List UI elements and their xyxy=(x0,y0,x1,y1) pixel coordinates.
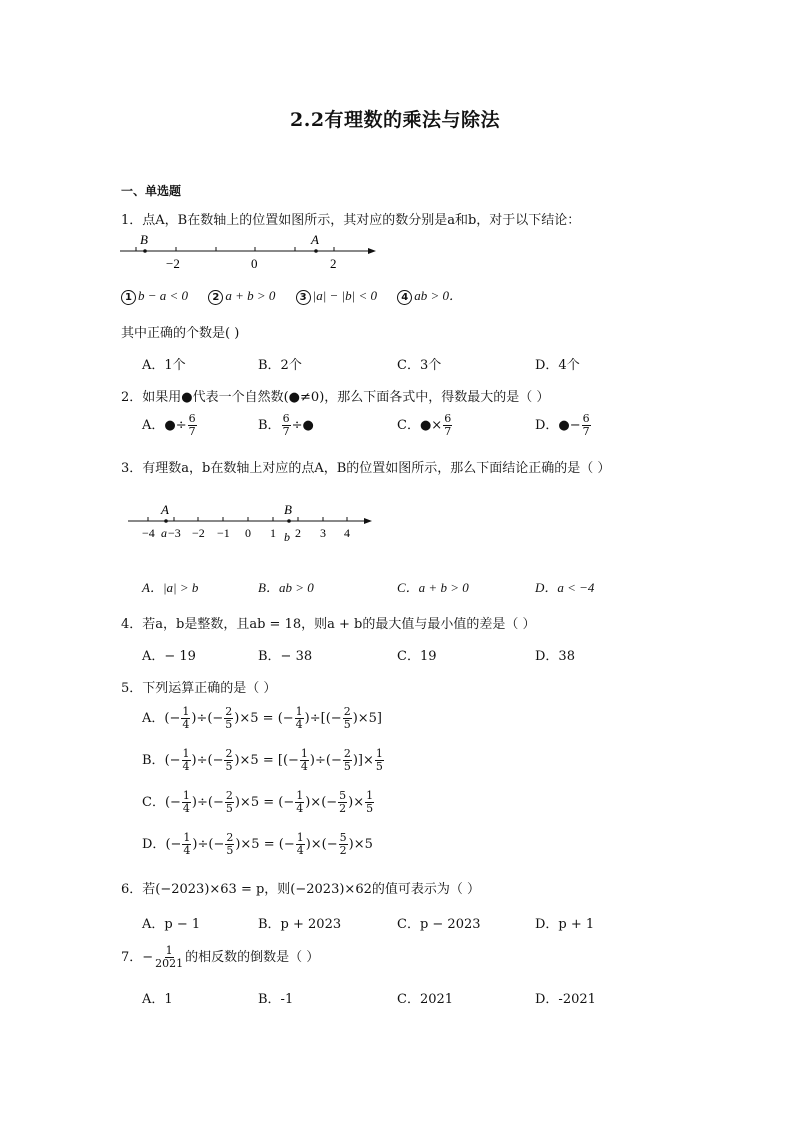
q5-c-label: C． xyxy=(142,795,165,810)
q4-option-c[interactable]: C．19 xyxy=(397,649,437,664)
q3-tick-m3: −3 xyxy=(168,526,181,540)
conclusion-1: b − a < 0 xyxy=(138,288,189,303)
q3-label-A: A xyxy=(161,502,169,517)
fraction xyxy=(375,748,384,773)
q6-option-c[interactable]: C．p − 2023 xyxy=(397,917,481,932)
q3-tick-1: 1 xyxy=(270,526,276,540)
q2-stem: 2．如果用●代表一个自然数(●≠0)，那么下面各式中，得数最大的是（ ） xyxy=(121,390,550,405)
expr: (− xyxy=(277,711,294,726)
expr: )×5] xyxy=(352,711,382,726)
numerator: 6 xyxy=(444,412,452,425)
fraction xyxy=(224,748,233,773)
q5-option-a[interactable] xyxy=(142,706,382,731)
fraction xyxy=(182,832,191,857)
denominator: 4 xyxy=(300,760,308,773)
fraction xyxy=(225,832,234,857)
q7-fraction xyxy=(154,945,184,970)
numerator: 2 xyxy=(225,789,233,802)
q7-option-a[interactable]: A．1 xyxy=(142,992,173,1007)
fraction xyxy=(339,832,348,857)
q2-b-suffix: ÷● xyxy=(291,418,314,433)
fraction xyxy=(296,832,305,857)
q2-b-fraction xyxy=(282,413,291,438)
expr: )×5 = xyxy=(234,753,278,768)
page-title: 2.2有理数的乘法与除法 xyxy=(290,109,501,131)
fraction xyxy=(182,790,191,815)
q3-stem: 3．有理数a，b在数轴上对应的点A，B的位置如图所示，那么下面结论正确的是（ ） xyxy=(121,461,611,476)
q7-option-c[interactable]: C．2021 xyxy=(397,992,454,1007)
conclusion-3: |a| − |b| < 0 xyxy=(312,288,377,303)
q6-option-d[interactable]: D．p + 1 xyxy=(535,917,595,932)
q2-d-fraction xyxy=(582,413,591,438)
numerator: 2 xyxy=(225,747,233,760)
q1-tick-m2: −2 xyxy=(166,256,180,271)
q2-option-b[interactable] xyxy=(258,413,314,438)
expr: )×5 = xyxy=(235,837,279,852)
q3-point-b xyxy=(287,519,291,523)
fraction xyxy=(182,748,191,773)
expr: )×5 = xyxy=(234,795,279,810)
q3-point-a xyxy=(164,519,168,523)
expr: (− xyxy=(278,837,295,852)
fraction xyxy=(225,790,234,815)
q3-label-a: a xyxy=(161,526,167,540)
q1-ask: 其中正确的个数是( ) xyxy=(121,326,240,341)
q3-tick-m2: −2 xyxy=(192,526,205,540)
q4-option-b[interactable]: B．− 38 xyxy=(258,649,313,664)
q3-option-c[interactable]: C．a + b > 0 xyxy=(397,580,469,595)
fraction xyxy=(224,706,233,731)
denominator: 5 xyxy=(225,718,233,731)
denominator: 7 xyxy=(582,425,590,438)
q3-label-B: B xyxy=(284,502,292,517)
fraction xyxy=(343,748,352,773)
q1-point-a xyxy=(314,249,318,253)
fraction xyxy=(295,790,304,815)
fraction xyxy=(181,706,190,731)
q3-ticks xyxy=(148,517,347,521)
numerator: 1 xyxy=(300,747,308,760)
numerator: 1 xyxy=(165,944,173,957)
fraction xyxy=(338,790,347,815)
q3-option-a[interactable]: A．|a| > b xyxy=(142,580,199,595)
section-heading: 一、单选题 xyxy=(121,184,182,198)
numerator: 2 xyxy=(343,705,351,718)
expr: )]× xyxy=(352,753,374,768)
q5-option-b[interactable] xyxy=(142,748,385,773)
q1-number-line xyxy=(118,232,378,272)
numerator: 2 xyxy=(226,831,234,844)
q3-tick-0: 0 xyxy=(245,526,251,540)
numerator: 1 xyxy=(182,789,190,802)
q1-label-b: B xyxy=(140,232,148,247)
denominator: 2 xyxy=(339,802,347,815)
q2-d-prefix: D．●− xyxy=(535,418,581,433)
denominator: 4 xyxy=(295,718,303,731)
expr: (− xyxy=(165,837,182,852)
q1-stem: 1．点A，B在数轴上的位置如图所示，其对应的数分别是a和b，对于以下结论： xyxy=(121,213,581,228)
q3-option-b[interactable]: B．ab > 0 xyxy=(258,580,314,595)
conclusion-3-marker: 3 xyxy=(296,290,311,305)
fraction xyxy=(343,706,352,731)
expr: (− xyxy=(278,795,295,810)
q4-option-d[interactable]: D．38 xyxy=(535,649,575,664)
denominator: 4 xyxy=(182,760,190,773)
numerator: 2 xyxy=(343,747,351,760)
fraction xyxy=(295,706,304,731)
q2-b-prefix: B． xyxy=(258,418,281,433)
q4-option-a[interactable]: A．− 19 xyxy=(142,649,196,664)
expr: )÷(− xyxy=(191,753,224,768)
denominator: 7 xyxy=(188,425,196,438)
q5-a-label: A． xyxy=(142,711,165,726)
numerator: 6 xyxy=(282,412,290,425)
expr: )×(− xyxy=(305,795,338,810)
conclusion-1-marker: 1 xyxy=(121,290,136,305)
expr: )×(− xyxy=(305,837,338,852)
numerator: 1 xyxy=(375,747,383,760)
q3-tick-m4: −4 xyxy=(142,526,155,540)
denominator: 4 xyxy=(182,802,190,815)
q1-point-b xyxy=(143,249,147,253)
numerator: 5 xyxy=(339,831,347,844)
q5-stem: 5．下列运算正确的是（ ） xyxy=(121,681,277,696)
fraction xyxy=(365,790,374,815)
q7-prefix: 7．− xyxy=(121,950,154,965)
numerator: 1 xyxy=(182,747,190,760)
q1-option-a[interactable]: A．1个 xyxy=(142,358,186,373)
q6-option-b[interactable]: B．p + 2023 xyxy=(258,917,342,932)
conclusion-4-marker: 4 xyxy=(397,290,412,305)
q1-option-d[interactable]: D．4个 xyxy=(535,358,580,373)
q1-conclusions xyxy=(121,285,462,305)
denominator: 2 xyxy=(339,844,347,857)
expr: )÷(− xyxy=(191,711,224,726)
denominator: 4 xyxy=(296,844,304,857)
expr: )× xyxy=(348,795,365,810)
numerator: 6 xyxy=(582,412,590,425)
q1-label-a: A xyxy=(311,232,319,247)
q5-d-label: D． xyxy=(142,837,166,852)
q5-option-c[interactable] xyxy=(142,790,375,815)
expr: (− xyxy=(164,795,181,810)
q1-option-b[interactable]: B．2个 xyxy=(258,358,302,373)
denominator: 5 xyxy=(366,802,374,815)
q3-tick-2: 2 xyxy=(295,526,301,540)
denominator: 5 xyxy=(343,760,351,773)
q2-a-fraction xyxy=(188,413,197,438)
numerator: 2 xyxy=(225,705,233,718)
expr: )÷(− xyxy=(191,795,224,810)
q2-c-prefix: C．●× xyxy=(397,418,443,433)
q3-tick-m1: −1 xyxy=(217,526,230,540)
denominator: 4 xyxy=(183,844,191,857)
numerator: 6 xyxy=(188,412,196,425)
q2-option-c[interactable] xyxy=(397,413,453,438)
fraction xyxy=(300,748,309,773)
numerator: 1 xyxy=(182,705,190,718)
denominator: 7 xyxy=(282,425,290,438)
q4-stem: 4．若a，b是整数，且ab = 18，则a + b的最大值与最小值的差是（ ） xyxy=(121,617,536,632)
expr: )×5 xyxy=(348,837,373,852)
denominator: 5 xyxy=(226,844,234,857)
q7-suffix: 的相反数的倒数是（ ） xyxy=(185,950,320,965)
denominator: 2021 xyxy=(155,957,184,970)
q2-option-d[interactable] xyxy=(535,413,592,438)
denominator: 5 xyxy=(225,802,233,815)
q6-stem: 6．若(−2023)×63 = p，则(−2023)×62的值可表示为（ ） xyxy=(121,882,480,897)
q7-stem xyxy=(121,945,319,970)
q5-option-d[interactable] xyxy=(142,832,373,857)
denominator: 4 xyxy=(296,802,304,815)
q3-option-d[interactable]: D．a < −4 xyxy=(535,580,595,595)
expr: [(− xyxy=(277,753,299,768)
expr: )÷(− xyxy=(309,753,342,768)
q1-option-c[interactable]: C．3个 xyxy=(397,358,442,373)
conclusion-4: ab > 0． xyxy=(414,288,463,303)
q2-option-a[interactable] xyxy=(142,413,198,438)
expr: (− xyxy=(164,711,181,726)
expr: (− xyxy=(164,753,181,768)
numerator: 5 xyxy=(339,789,347,802)
q7-option-d[interactable]: D．-2021 xyxy=(535,992,596,1007)
numerator: 1 xyxy=(296,789,304,802)
expr: )÷(− xyxy=(192,837,225,852)
denominator: 7 xyxy=(444,425,452,438)
conclusion-2-marker: 2 xyxy=(208,290,223,305)
denominator: 5 xyxy=(343,718,351,731)
numerator: 1 xyxy=(183,831,191,844)
q2-a-prefix: A．●÷ xyxy=(142,418,187,433)
q1-tick-0: 0 xyxy=(251,256,258,271)
q3-label-b: b xyxy=(284,530,290,544)
q3-tick-4: 4 xyxy=(344,526,350,540)
expr: )÷[(− xyxy=(304,711,342,726)
conclusion-2: a + b > 0 xyxy=(225,288,276,303)
numerator: 1 xyxy=(366,789,374,802)
q7-option-b[interactable]: B．-1 xyxy=(258,992,294,1007)
q6-option-a[interactable]: A．p − 1 xyxy=(142,917,201,932)
q2-c-fraction xyxy=(443,413,452,438)
q3-tick-3: 3 xyxy=(320,526,326,540)
q5-b-label: B． xyxy=(142,753,165,768)
q1-tick-2: 2 xyxy=(330,256,337,271)
numerator: 1 xyxy=(295,705,303,718)
denominator: 4 xyxy=(182,718,190,731)
numerator: 1 xyxy=(296,831,304,844)
q3-number-line xyxy=(126,503,376,545)
denominator: 5 xyxy=(225,760,233,773)
denominator: 5 xyxy=(375,760,383,773)
expr: )×5 = xyxy=(234,711,278,726)
